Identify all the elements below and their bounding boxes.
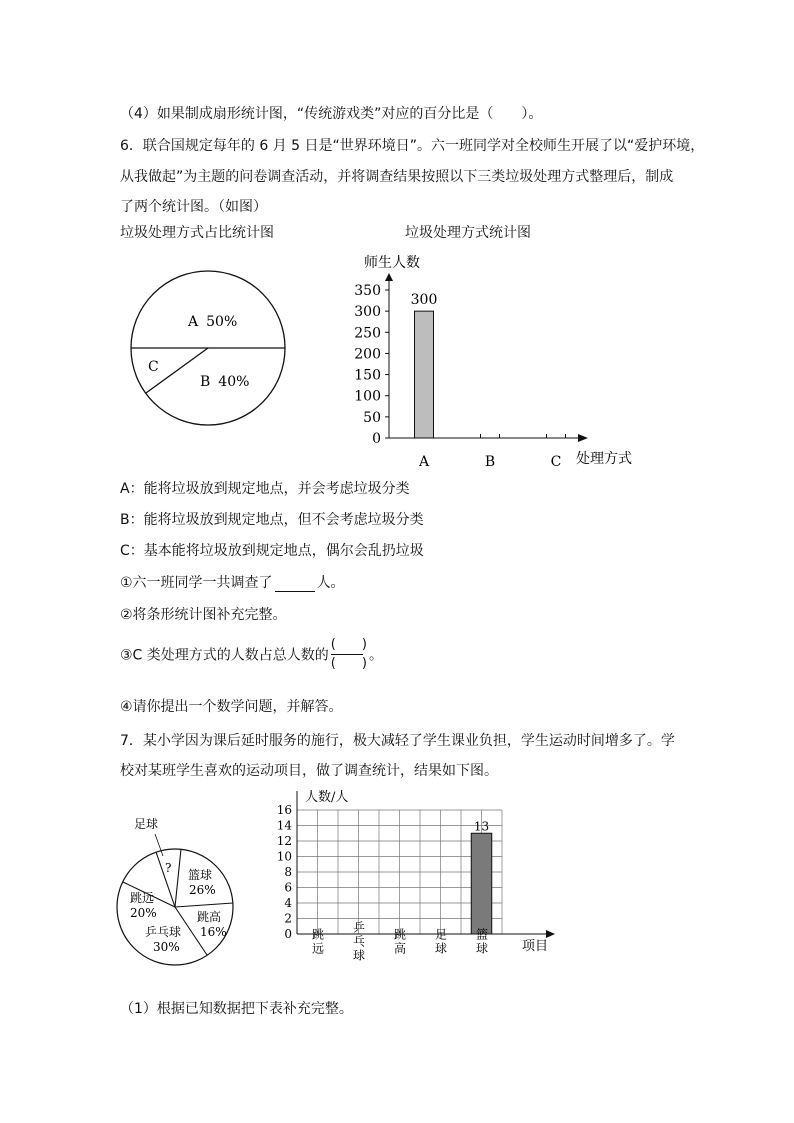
- bar2-category-label: 足球: [433, 928, 448, 956]
- bar2-data-label: 13: [473, 819, 490, 834]
- bar2-xlabel: 项目: [522, 939, 549, 954]
- q6-sub3: [120, 638, 383, 671]
- fraction-numerator[interactable]: ( ): [330, 637, 367, 652]
- pie2-pct-longjump: 20%: [130, 906, 157, 920]
- q6-sub3-text: ③C 类处理方式的人数占总人数的: [120, 647, 329, 664]
- bar2-ytick-label: 16: [276, 803, 292, 817]
- q6-sub1-answer-blank[interactable]: [275, 577, 315, 592]
- q5-sub4: （4）如果制成扇形统计图，“传统游戏类”对应的百分比是（ ）。: [120, 106, 543, 122]
- bar1-category-A: A: [418, 454, 430, 470]
- bar1-xlabel: 处理方式: [576, 451, 632, 467]
- q6-sub3-end: 。: [368, 647, 383, 664]
- pie2-label-highjump: 跳高: [197, 910, 222, 924]
- bar1-ytick-label: 200: [354, 346, 381, 363]
- fraction-bar: [331, 654, 363, 655]
- bar2-ytick-label: 4: [284, 896, 292, 910]
- bar1-chart: [350, 245, 650, 470]
- bar2-category-label: 乒乓球: [351, 921, 366, 963]
- bar2-ytick-label: 10: [276, 849, 292, 864]
- pie1-chart: [120, 265, 300, 440]
- bar2-ytick-label: 14: [276, 818, 292, 833]
- pie1-title: 垃圾处理方式占比统计图: [120, 225, 274, 241]
- pie2-label-basketball: 篮球: [188, 868, 213, 882]
- pie2-label-football: 足球: [134, 817, 159, 831]
- pie2-pct-basketball: 26%: [189, 883, 216, 897]
- pie2-divider-2: [175, 903, 233, 907]
- pie2-chart: [115, 812, 245, 972]
- bar1-ytick-label: 0: [372, 431, 381, 447]
- bar1-x-arrow: [578, 434, 588, 442]
- q6-sub1: [120, 572, 345, 592]
- bar1-ylabel: 师生人数: [364, 255, 420, 271]
- bar1-y-arrow: [385, 273, 393, 281]
- q7-intro-line1: 7．某小学因为课后延时服务的施行，极大减轻了学生课业负担，学生运动时间增多了。学: [120, 733, 675, 749]
- bar2-x-arrow: [546, 930, 555, 938]
- legend-a: A：能将垃圾放到规定地点，并会考虑垃圾分类: [120, 481, 410, 497]
- bar1-ytick-label: 100: [354, 388, 381, 405]
- bar1-ytick-label: 300: [354, 304, 381, 321]
- pie1-label-c: C: [148, 359, 159, 375]
- q7-intro-line2: 校对某班学生喜欢的运动项目，做了调查统计，结果如下图。: [120, 763, 498, 779]
- bar2-category-label: 篮球: [474, 928, 489, 956]
- bar1-bar-A: [415, 311, 434, 438]
- bar2-ytick-label: 12: [276, 834, 292, 848]
- fraction-denominator[interactable]: ( ): [330, 656, 367, 671]
- bar1-ytick-label: 250: [354, 325, 381, 342]
- bar2-category-label: 跳远: [310, 928, 325, 956]
- q6-sub2: ②将条形统计图补充完整。: [120, 607, 287, 623]
- pie2-label-longjump: 跳远: [130, 891, 155, 905]
- bar1-category-C: C: [550, 454, 562, 470]
- pie2-pct-pingpong: 30%: [153, 940, 180, 954]
- pie1-label-a: A 50%: [188, 314, 238, 330]
- q6-sub1-text: ①六一班同学一共调查了: [120, 575, 273, 591]
- pie1-label-b: B 40%: [200, 374, 250, 390]
- bar2-ytick-label: 8: [284, 865, 292, 879]
- q6-intro-line2: 从我做起”为主题的问卷调查活动，并将调查结果按照以下三类垃圾处理方式整理后，制成: [120, 169, 674, 185]
- bar2-chart: [270, 783, 570, 993]
- bar2-ylabel: 人数/人: [305, 790, 349, 805]
- bar2-category-label: 跳高: [392, 928, 407, 956]
- bar2-ytick-label: 6: [284, 880, 292, 895]
- legend-b: B：能将垃圾放到规定地点，但不会考虑垃圾分类: [120, 512, 424, 528]
- bar2-bar-4: [471, 833, 492, 934]
- q6-sub3-fraction[interactable]: [331, 638, 367, 671]
- pie2-pct-football: ?: [165, 861, 172, 875]
- pie2-divider-1: [175, 849, 181, 907]
- bar2-ytick-label: 2: [284, 911, 292, 926]
- bar1-data-label-A: 300: [410, 292, 438, 309]
- bar1-category-B: B: [484, 454, 496, 470]
- bar1-title: 垃圾处理方式统计图: [405, 225, 531, 241]
- bar1-ytick-label: 150: [354, 367, 381, 384]
- q6-sub1-unit: 人。: [316, 575, 345, 591]
- q6-intro-line3: 了两个统计图。（如图）: [120, 199, 267, 215]
- pie2-label-pingpong: 乒乓球: [145, 925, 182, 939]
- q6-sub4: ④请你提出一个数学问题，并解答。: [120, 699, 343, 715]
- q7-sub1: （1）根据已知数据把下表补充完整。: [120, 1001, 353, 1017]
- bar2-ytick-label: 0: [284, 927, 292, 941]
- bar1-ytick-label: 350: [354, 283, 381, 299]
- legend-c: C：基本能将垃圾放到规定地点，偶尔会乱扔垃圾: [120, 543, 424, 559]
- q6-intro-line1: 6．联合国规定每年的 6 月 5 日是“世界环境日”。六一班同学对全校师生开展了以“爱护环境，: [120, 138, 705, 154]
- bar1-ytick-label: 50: [363, 409, 381, 426]
- pie2-pct-highjump: 16%: [200, 925, 227, 939]
